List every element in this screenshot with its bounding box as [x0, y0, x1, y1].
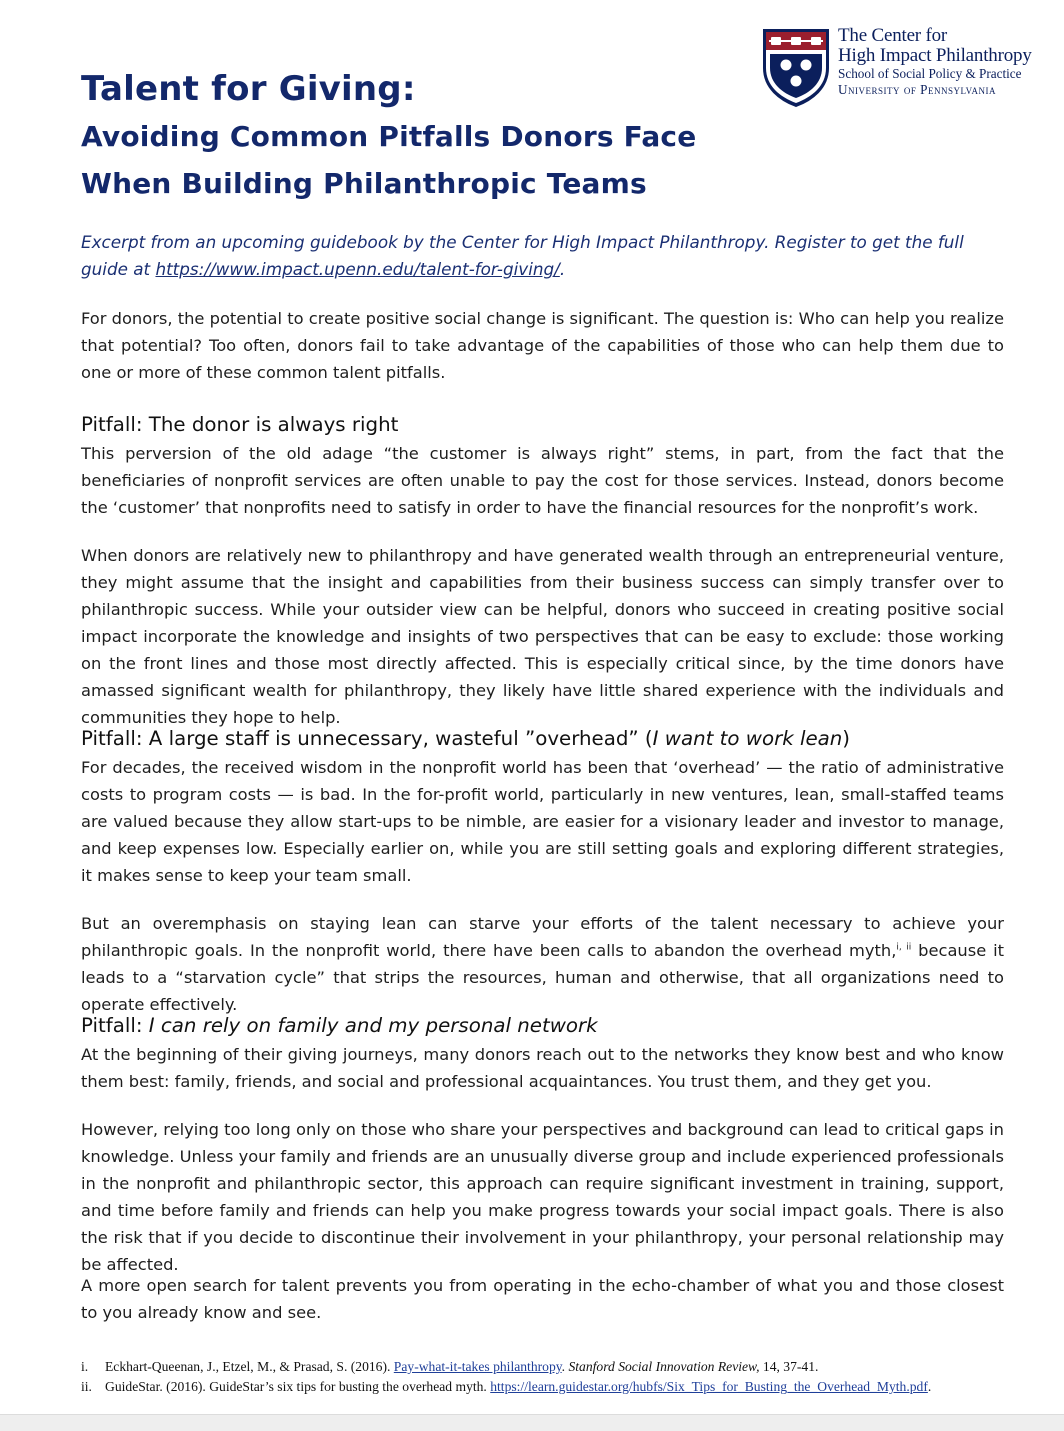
logo-text: [838, 26, 1032, 98]
footnote-1-number: i.: [81, 1359, 89, 1374]
logo-line-4: University of Pennsylvania: [838, 82, 996, 97]
footnote-1-link[interactable]: Pay-what-it-takes philanthropy: [393, 1359, 562, 1374]
logo-line-1: The Center for: [838, 25, 948, 46]
center-logo: [762, 26, 1052, 110]
title-line-3: When Building Philanthropic Teams: [81, 167, 647, 200]
pitfall-2-heading: [81, 725, 850, 753]
pitfall-3-heading-italic: I can rely on family and my personal network: [148, 1014, 598, 1037]
page-title: [81, 65, 696, 207]
pitfall-1-heading: Pitfall: The donor is always right: [81, 413, 399, 436]
pitfall-3-paragraph-1: At the beginning of their giving journeys, many donors reach out to the networks they know best and who know them best: family, friends, and social and professional acquaintances. You trust them, and they get you.: [81, 1045, 1004, 1091]
pitfall-3-heading: [81, 1012, 598, 1040]
pitfall-2-paragraph-1: For decades, the received wisdom in the nonprofit world has been that ‘overhead’ — the ratio of administrative costs to program costs — is bad. In the for-profit world, particularly in new ventures, lean, small-staffed teams are valued because they allow start-ups to be nimble, are easier for a visionary leader and investor to manage, and keep expenses low. Especially earlier on, while you are still setting goals and exploring different strategies, it makes sense to keep your team small.: [81, 758, 1004, 885]
pitfall-3-paragraph-3: A more open search for talent prevents you from operating in the echo-chamber of what you and those closest to you already know and see.: [81, 1276, 1004, 1322]
penn-shield-icon: [762, 28, 830, 108]
footnote-ref[interactable]: i, ii: [896, 942, 912, 953]
excerpt-note: [81, 229, 1006, 283]
pitfall-2-heading-prefix: Pitfall: A large staff is unnecessary, wasteful ”overhead” (: [81, 727, 653, 750]
pitfall-2-paragraph-2-b: because it leads to a “starvation cycle” that strips the resources, human and otherwise, that all organizations need to operate effectively.: [81, 941, 1005, 1014]
footnote-2-citation: GuideStar. (2016). GuideStar’s six tips for busting the overhead myth.: [105, 1379, 491, 1394]
footnote-2-number: ii.: [81, 1379, 92, 1394]
viewer-bottom-bar: [0, 1414, 1064, 1431]
footnote-1-authors: Eckhart-Queenan, J., Etzel, M., & Prasad, S. (2016).: [105, 1359, 394, 1374]
pitfall-1-paragraph-1: This perversion of the old adage “the customer is always right” stems, in part, from the fact that the beneficiaries of nonprofit services are often unable to pay the cost for those services. Instead, donors become the ‘customer’ that nonprofits need to satisfy in order to have the financial resources for the nonprofit’s work.: [81, 444, 1004, 517]
footnote-1: [81, 1357, 1011, 1377]
footnotes: [81, 1357, 1011, 1397]
register-link[interactable]: https://www.impact.upenn.edu/talent-for-giving/: [155, 259, 560, 279]
pitfall-2-paragraph-2-a: But an overemphasis on staying lean can starve your efforts of the talent necessary to achieve your philanthropic goals. In the nonprofit world, there have been calls to abandon the overhead myth,: [81, 914, 1004, 960]
excerpt-text: Excerpt from an upcoming guidebook by the Center for High Impact Philanthropy. Register to get the full guide at: [81, 232, 964, 279]
title-line-2: Avoiding Common Pitfalls Donors Face: [81, 120, 697, 153]
footnote-1-pages: 14, 37-41.: [759, 1359, 819, 1374]
logo-line-2: High Impact Philanthropy: [838, 45, 1032, 66]
pitfall-1-paragraph-2: When donors are relatively new to philanthropy and have generated wealth through an entrepreneurial venture, they might assume that the insight and capabilities from their business success can simply transfer over to philanthropic success. While your outsider view can be helpful, donors who succeed in creating positive social impact incorporate the knowledge and insights of two perspectives that can be easy to exclude: those working on the front lines and those most directly affected. This is especially critical since, by the time donors have amassed significant wealth for philanthropy, they likely have little shared experience with the individuals and communities they hope to help.: [81, 546, 1004, 727]
pitfall-3-paragraph-2: However, relying too long only on those who share your perspectives and background can lead to critical gaps in knowledge. Unless your family and friends are an unusually diverse group and include experienced professionals in the nonprofit and philanthropic sector, this approach can require significant investment in training, support, and time before family and friends can help you make progress towards your social impact goals. There is also the risk that if you decide to discontinue their involvement in your philanthropy, your personal relationship may be affected.: [81, 1120, 1004, 1274]
pitfall-2-heading-italic: I want to work lean: [652, 727, 843, 750]
pitfall-2-paragraph-2: [81, 910, 1004, 1018]
pitfall-2-heading-suffix: ): [842, 727, 851, 750]
title-line-1: Talent for Giving:: [81, 69, 416, 109]
intro-paragraph: For donors, the potential to create positive social change is significant. The question is: Who can help you realize that potential? Too often, donors fail to take advantage of the capabilities of those who can help them due to one or more of these common talent pitfalls.: [81, 309, 1004, 382]
footnote-1-journal: Stanford Social Innovation Review,: [568, 1359, 760, 1374]
footnote-2-end: .: [927, 1379, 932, 1394]
footnote-2: [81, 1377, 1011, 1397]
pitfall-3-heading-prefix: Pitfall:: [81, 1014, 149, 1037]
excerpt-end: .: [559, 259, 566, 279]
logo-line-3: School of Social Policy & Practice: [838, 66, 1022, 81]
footnote-1-sep: .: [561, 1359, 569, 1374]
footnote-2-link[interactable]: https://learn.guidestar.org/hubfs/Six_Tips_for_Busting_the_Overhead_Myth.pdf: [490, 1379, 928, 1394]
